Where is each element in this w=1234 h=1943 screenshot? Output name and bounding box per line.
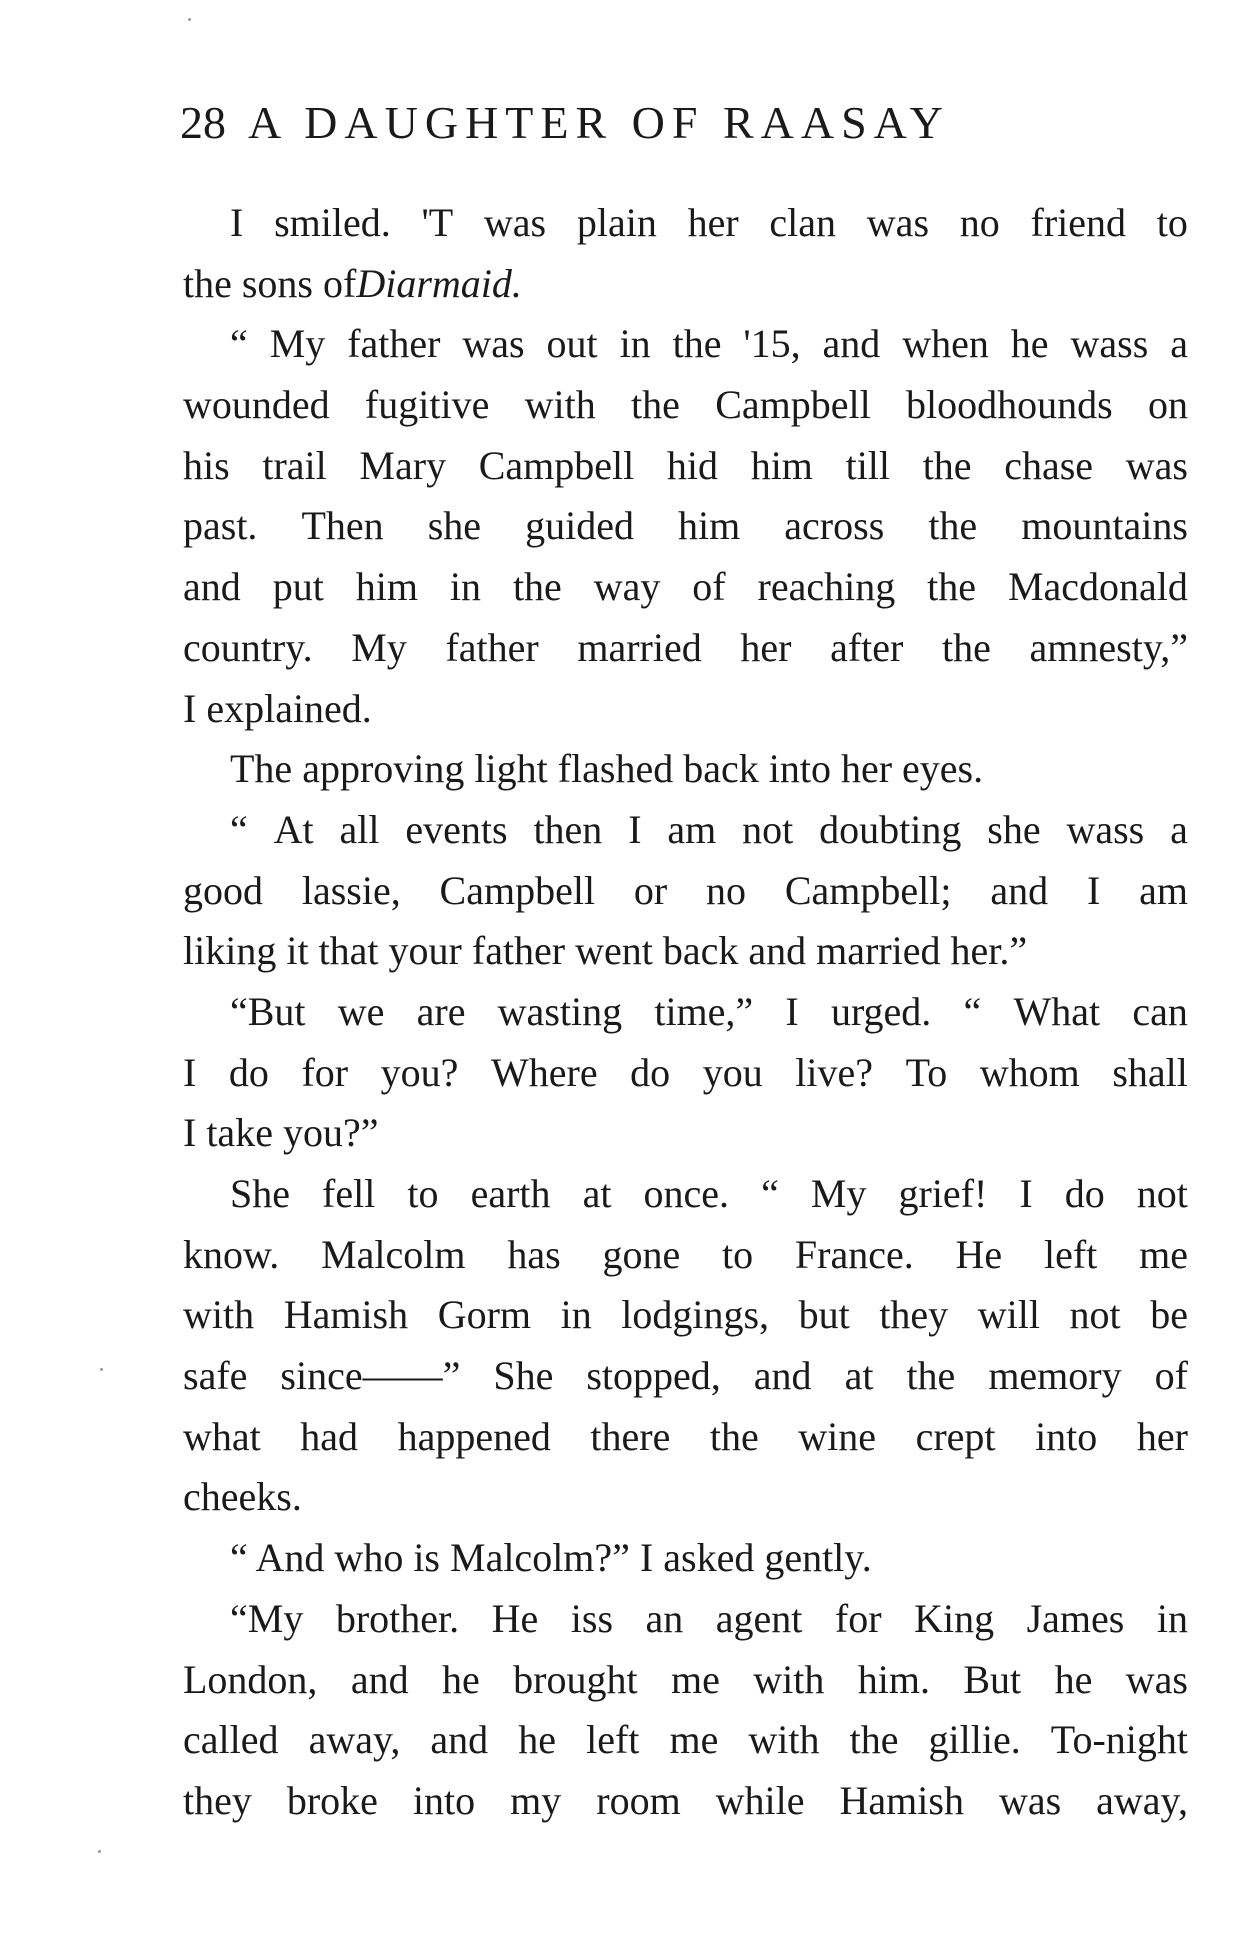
book-title: A DAUGHTER OF RAASAY — [248, 97, 950, 148]
word: not — [1069, 1292, 1121, 1338]
word: on — [1147, 382, 1188, 428]
word: her — [687, 200, 739, 245]
word: happened — [397, 1413, 551, 1459]
word: for — [834, 1595, 882, 1641]
word: I — [1086, 867, 1101, 913]
word: gone — [602, 1231, 681, 1277]
word: in — [619, 321, 651, 367]
word: doubting — [819, 806, 962, 852]
word: smiled. — [274, 200, 391, 245]
word: he — [1054, 1656, 1093, 1702]
line-text: I explained. — [183, 685, 372, 731]
word: mountains — [1021, 503, 1188, 549]
word: they — [879, 1292, 949, 1338]
word: He — [955, 1231, 1003, 1277]
word: the — [928, 503, 978, 549]
word: her — [740, 624, 792, 670]
word: whom — [979, 1049, 1080, 1095]
text-line — [183, 1467, 1188, 1528]
text-line — [183, 1589, 1188, 1650]
text-line — [183, 1164, 1188, 1225]
word: “ — [963, 988, 982, 1034]
word: of — [1154, 1353, 1188, 1399]
page-number: 28 — [180, 97, 226, 148]
word: My — [351, 624, 407, 670]
word: “ — [230, 806, 248, 852]
text-line — [183, 1710, 1188, 1771]
word: to — [722, 1231, 754, 1277]
word: am — [667, 806, 717, 852]
word: Campbell — [715, 382, 871, 428]
text-line — [183, 375, 1188, 436]
word: the — [512, 564, 562, 610]
word: Campbell; — [784, 867, 952, 913]
word: him — [355, 564, 418, 610]
word: but — [798, 1292, 850, 1338]
text-line — [183, 496, 1188, 557]
word: bloodhounds — [906, 382, 1113, 428]
word: wine — [798, 1413, 877, 1459]
text-line — [183, 1528, 1188, 1589]
word: events — [405, 806, 508, 852]
word: Then — [301, 503, 384, 549]
word: she — [427, 503, 482, 549]
word: stopped, — [586, 1353, 721, 1399]
text-line — [183, 557, 1188, 618]
word: crept — [915, 1413, 996, 1459]
word: wasting — [497, 988, 623, 1034]
word: live? — [795, 1049, 873, 1095]
word: she — [987, 806, 1041, 852]
word: the — [709, 1413, 759, 1459]
word: agent — [715, 1595, 803, 1641]
word: you? — [380, 1049, 459, 1095]
word: She — [230, 1171, 290, 1216]
word: London, — [183, 1656, 318, 1702]
text-line — [183, 861, 1188, 922]
word: lodgings, — [621, 1292, 770, 1338]
word: since——” — [280, 1353, 461, 1399]
word: I — [628, 806, 642, 852]
word: was — [483, 200, 547, 245]
word: not — [742, 806, 794, 852]
text-line — [183, 254, 1188, 315]
word: me — [1139, 1231, 1188, 1277]
word: him. — [857, 1656, 930, 1702]
word: he — [1010, 321, 1049, 367]
word: past. — [183, 503, 258, 549]
word: wounded — [183, 382, 330, 428]
word: married — [577, 624, 702, 670]
word: Macdonald — [1007, 564, 1188, 610]
word: father — [347, 321, 441, 367]
word: good — [183, 867, 263, 913]
word: put — [272, 564, 324, 610]
word: his — [183, 442, 230, 488]
word: are — [416, 988, 466, 1034]
word: her — [1136, 1413, 1188, 1459]
word: But — [963, 1656, 1022, 1702]
word: till — [845, 442, 891, 488]
word: with — [524, 382, 596, 428]
word: the — [922, 442, 972, 488]
text-line — [183, 193, 1188, 254]
paper-speck — [98, 1850, 101, 1853]
word: or — [633, 867, 668, 913]
word: left — [586, 1717, 640, 1763]
word: know. — [183, 1231, 280, 1277]
word: to — [1156, 200, 1188, 245]
word: the — [906, 1353, 956, 1399]
word: My — [810, 1171, 867, 1216]
word: with — [753, 1656, 825, 1702]
word: I — [785, 988, 799, 1034]
word: To — [905, 1049, 948, 1095]
word: Campbell — [439, 867, 596, 913]
word: guided — [525, 503, 634, 549]
word: the — [942, 624, 991, 670]
word: trail — [262, 442, 327, 488]
line-text: The approving light flashed back into her eyes. — [230, 746, 984, 792]
word: She — [493, 1353, 554, 1399]
word: Mary — [359, 442, 447, 488]
paper-speck — [100, 1368, 103, 1371]
word: country. — [183, 624, 313, 670]
word: into — [412, 1777, 476, 1823]
word: and — [183, 564, 241, 610]
text-line — [183, 618, 1188, 679]
word: “ — [761, 1171, 779, 1216]
text-line — [183, 1043, 1188, 1104]
word: the — [631, 382, 680, 428]
word: called — [183, 1717, 279, 1763]
word: shall — [1112, 1049, 1188, 1095]
text-line — [183, 1346, 1188, 1407]
word: Where — [490, 1049, 598, 1095]
word: be — [1150, 1292, 1188, 1338]
word: room — [596, 1777, 681, 1823]
word: was — [1125, 442, 1188, 488]
word: amnesty,” — [1029, 624, 1188, 670]
word: “But — [230, 988, 306, 1034]
word: France. — [794, 1231, 914, 1277]
line-text: “ And who is Malcolm?” I asked gently. — [230, 1535, 872, 1581]
word: was — [1125, 1656, 1188, 1702]
word: fell — [322, 1171, 376, 1216]
word: he — [518, 1717, 557, 1763]
word: James — [1026, 1595, 1125, 1641]
word: the — [927, 564, 977, 610]
word: the — [672, 321, 722, 367]
word: into — [1035, 1413, 1098, 1459]
word: will — [977, 1292, 1040, 1338]
word: At — [273, 806, 314, 852]
word: “My — [230, 1595, 304, 1641]
word: He — [491, 1595, 539, 1641]
word: away, — [308, 1717, 401, 1763]
word: chase — [1004, 442, 1094, 488]
line-text: the sons of — [183, 260, 357, 306]
word: had — [300, 1413, 359, 1459]
word: what — [183, 1413, 261, 1459]
text-line — [183, 921, 1188, 982]
word: then — [533, 806, 603, 852]
word: after — [830, 624, 904, 670]
word: do — [630, 1049, 671, 1095]
word: and — [753, 1353, 812, 1399]
word: clan — [769, 200, 837, 245]
word: no — [706, 867, 747, 913]
word: and — [990, 867, 1049, 913]
word: across — [784, 503, 885, 549]
word: at — [582, 1171, 612, 1216]
word: Gorm — [437, 1292, 532, 1338]
text-line — [183, 1771, 1188, 1832]
running-head — [180, 97, 1150, 148]
word: Hamish — [839, 1777, 964, 1823]
word: way — [593, 564, 661, 610]
word: in — [1156, 1595, 1188, 1641]
word: plain — [576, 200, 657, 245]
word: fugitive — [364, 382, 490, 428]
word: for — [301, 1049, 349, 1095]
paper-speck — [188, 18, 191, 21]
word: earth — [470, 1171, 551, 1216]
word: him — [750, 442, 813, 488]
word: To-night — [1050, 1717, 1188, 1763]
word: am — [1139, 867, 1188, 913]
word: in — [449, 564, 482, 610]
word: Hamish — [283, 1292, 409, 1338]
text-line — [183, 982, 1188, 1043]
line-text: cheeks. — [183, 1474, 302, 1520]
text-line — [183, 1650, 1188, 1711]
word: out — [546, 321, 598, 367]
word: while — [715, 1777, 805, 1823]
word: he — [441, 1656, 480, 1702]
word: there — [590, 1413, 671, 1459]
body-text — [183, 193, 1188, 1832]
word: King — [914, 1595, 995, 1641]
word: 'T — [421, 200, 454, 245]
word: and — [822, 321, 881, 367]
word: was — [866, 200, 930, 245]
word: I — [1019, 1171, 1033, 1216]
word: him — [678, 503, 741, 549]
word: left — [1043, 1231, 1098, 1277]
text-line — [183, 679, 1188, 740]
word: gillie. — [928, 1717, 1021, 1763]
word: I — [183, 1049, 197, 1095]
word: wass — [1070, 321, 1149, 367]
word: the — [849, 1717, 899, 1763]
word: we — [337, 988, 385, 1034]
word: and — [350, 1656, 409, 1702]
italic-text: Diarmaid. — [356, 260, 522, 306]
word: a — [1170, 806, 1188, 852]
word: I — [230, 200, 244, 245]
word: safe — [183, 1353, 248, 1399]
word: do — [228, 1049, 269, 1095]
word: was — [462, 321, 525, 367]
word: you — [702, 1049, 763, 1095]
text-line — [183, 436, 1188, 497]
text-line — [183, 1225, 1188, 1286]
word: of — [692, 564, 726, 610]
word: an — [645, 1595, 684, 1641]
word: all — [339, 806, 380, 852]
word: memory — [988, 1353, 1122, 1399]
word: brought — [513, 1656, 638, 1702]
word: '15, — [743, 321, 801, 367]
word: me — [670, 1656, 720, 1702]
line-text: liking it that your father went back and married her.” — [183, 928, 1028, 974]
word: at — [844, 1353, 874, 1399]
word: they — [183, 1777, 252, 1823]
word: a — [1170, 321, 1188, 367]
word: wass — [1066, 806, 1145, 852]
word: in — [560, 1292, 592, 1338]
word: hid — [666, 442, 719, 488]
word: iss — [570, 1595, 614, 1641]
word: My — [269, 321, 326, 367]
word: away, — [1096, 1777, 1188, 1823]
text-line — [183, 739, 1188, 800]
word: can — [1132, 988, 1188, 1034]
text-line — [183, 1285, 1188, 1346]
word: my — [510, 1777, 562, 1823]
word: with — [748, 1717, 820, 1763]
word: me — [669, 1717, 719, 1763]
text-line — [183, 800, 1188, 861]
word: urged. — [830, 988, 932, 1034]
word: “ — [230, 321, 248, 367]
word: grief! — [898, 1171, 988, 1216]
text-line — [183, 1103, 1188, 1164]
word: no — [959, 200, 1000, 245]
word: has — [507, 1231, 561, 1277]
word: to — [407, 1171, 439, 1216]
text-line — [183, 1407, 1188, 1468]
word: was — [998, 1777, 1062, 1823]
word: reaching — [757, 564, 896, 610]
word: friend — [1030, 200, 1127, 245]
word: once. — [643, 1171, 730, 1216]
word: father — [445, 624, 539, 670]
word: Campbell — [478, 442, 635, 488]
word: Malcolm — [321, 1231, 466, 1277]
word: broke — [286, 1777, 378, 1823]
line-text: I take you?” — [183, 1110, 379, 1156]
word: time,” — [654, 988, 754, 1034]
word: lassie, — [301, 867, 401, 913]
word: with — [183, 1292, 255, 1338]
word: not — [1136, 1171, 1188, 1216]
word: and — [430, 1717, 489, 1763]
text-line — [183, 314, 1188, 375]
word: brother. — [335, 1595, 460, 1641]
word: What — [1013, 988, 1101, 1034]
word: when — [902, 321, 989, 367]
word: do — [1064, 1171, 1105, 1216]
